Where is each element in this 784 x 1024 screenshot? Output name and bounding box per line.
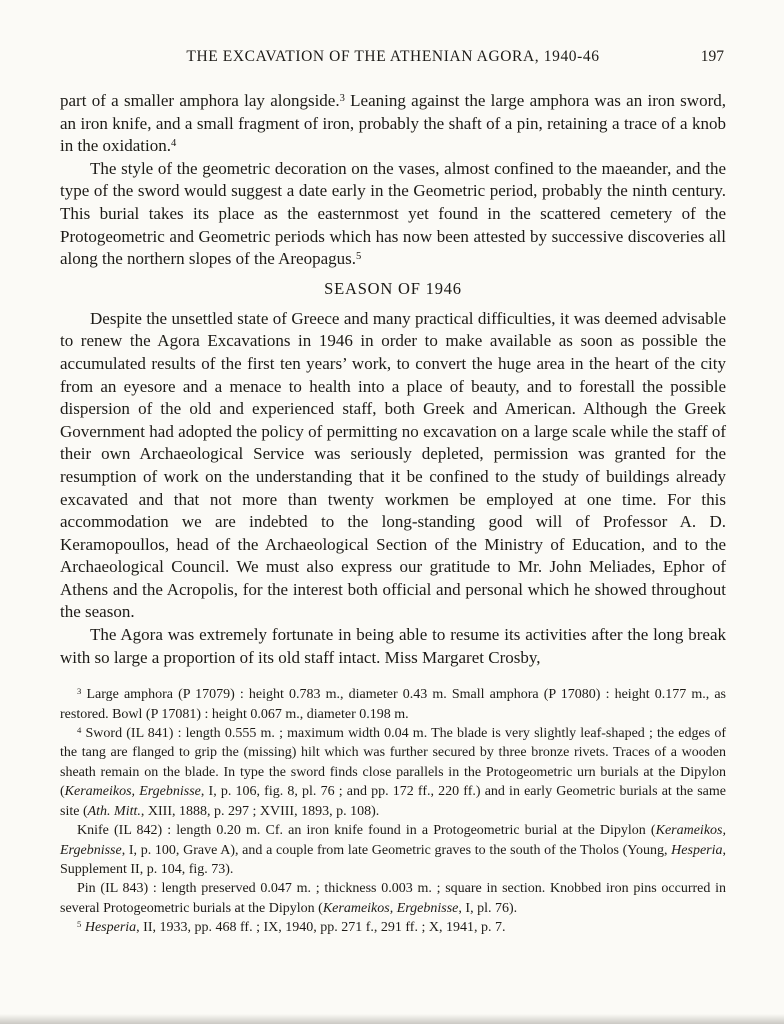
footnotes-section bbox=[60, 685, 726, 937]
footnote: $^3$ Large amphora (P 17079) : height 0.783 m., diameter 0.43 m. Small amphora (P 17080) : height 0.177 m., as restored. Bowl (P 17081) : height 0.067 m., diameter 0.198 m. bbox=[60, 686, 726, 722]
footnote: $^4$ Sword (IL 841) : length 0.555 m. ; maximum width 0.04 m. The blade is very slightly leaf-shaped ; the edges of the tang are flanged to grip the (missing) hilt which was further secured by three bronze rivets. Traces of a wooden sheath remain on the blade. In type the sword finds close parallels in the Protogeometric urn burials at the Dipylon (Kerameikos, Ergebnisse, I, p. 106, fig. 8, pl. 76 ; and pp. 172 ff., 220 ff.) and in early Geometric burials at the same site (Ath. Mitt., XIII, 1888, p. 297 ; XVIII, 1893, p. 108). bbox=[60, 725, 726, 819]
section-heading: SEASON OF 1946 bbox=[324, 278, 462, 298]
footnote: $^5$ Hesperia, II, 1933, pp. 468 ff. ; IX, 1940, pp. 271 f., 291 ff. ; X, 1941, p. 7. bbox=[77, 919, 506, 936]
footnote: Knife (IL 842) : length 0.20 m. Cf. an iron knife found in a Protogeometric burial at the Dipylon (Kerameikos, Ergebnisse, I, p. 100, Grave A), and a couple from late Geometric graves to the south of the Tholos (Young, Hesperia, Supplement II, p. 104, fig. 73). bbox=[60, 823, 726, 877]
footnote: Pin (IL 843) : length preserved 0.047 m. ; thickness 0.003 m. ; square in section. Knobbed iron pins occurred in several Protogeometric burials at the Dipylon (Kerameikos, Ergebnisse, I, pl. 76). bbox=[60, 881, 726, 916]
paragraph: part of a smaller amphora lay alongside.$^3$ Leaning against the large amphora was an iron sword, an iron knife, and a small fragment of iron, probably the shaft of a pin, retaining a trace of a knob in the oxidation.$^4$ bbox=[60, 91, 726, 156]
body-text bbox=[60, 90, 726, 669]
page-header bbox=[60, 48, 726, 70]
paragraph: The Agora was extremely fortunate in being able to resume its activities after the long break with so large a proportion of its old staff intact. Miss Margaret Crosby, bbox=[60, 625, 726, 667]
running-head-title: THE EXCAVATION OF THE ATHENIAN AGORA, 1940-46 bbox=[186, 48, 600, 65]
paragraph: Despite the unsettled state of Greece and many practical difficulties, it was deemed advisable to renew the Agora Excavations in 1946 in order to make available as soon as possible the accumulated results of the first ten years’ work, to convert the huge area in the heart of the city from an eyesore and a menace to health into a place of beauty, and to forestall the possible dispersion of the old and experienced staff, both Greek and American. Although the Greek Government had adopted the policy of permitting no excavation on a large scale while the staff of their own Archaeological Service was seriously depleted, permission was granted for the resumption of work on the understanding that it be confined to the study of buildings already excavated and that not more than twenty workmen be employed at one time. For this accommodation we are indebted to the long-standing good will of Professor A. D. Keramopoullos, head of the Archaeological Section of the Ministry of Education, and to the Archaeological Council. We must also express our gratitude to Mr. John Meliades, Ephor of Athens and the Acropolis, for the interest both official and personal which he showed throughout the season. bbox=[60, 308, 726, 622]
page-number: 197 bbox=[700, 48, 724, 65]
paragraph: The style of the geometric decoration on the vases, almost confined to the maeander, and the type of the sword would suggest a date early in the Geometric period, probably the ninth century. This burial takes its place as the easternmost yet found in the scattered cemetery of the Protogeometric and Geometric periods which has now been attested by successive discoveries all along the northern slopes of the Areopagus.$^5$ bbox=[60, 158, 726, 269]
